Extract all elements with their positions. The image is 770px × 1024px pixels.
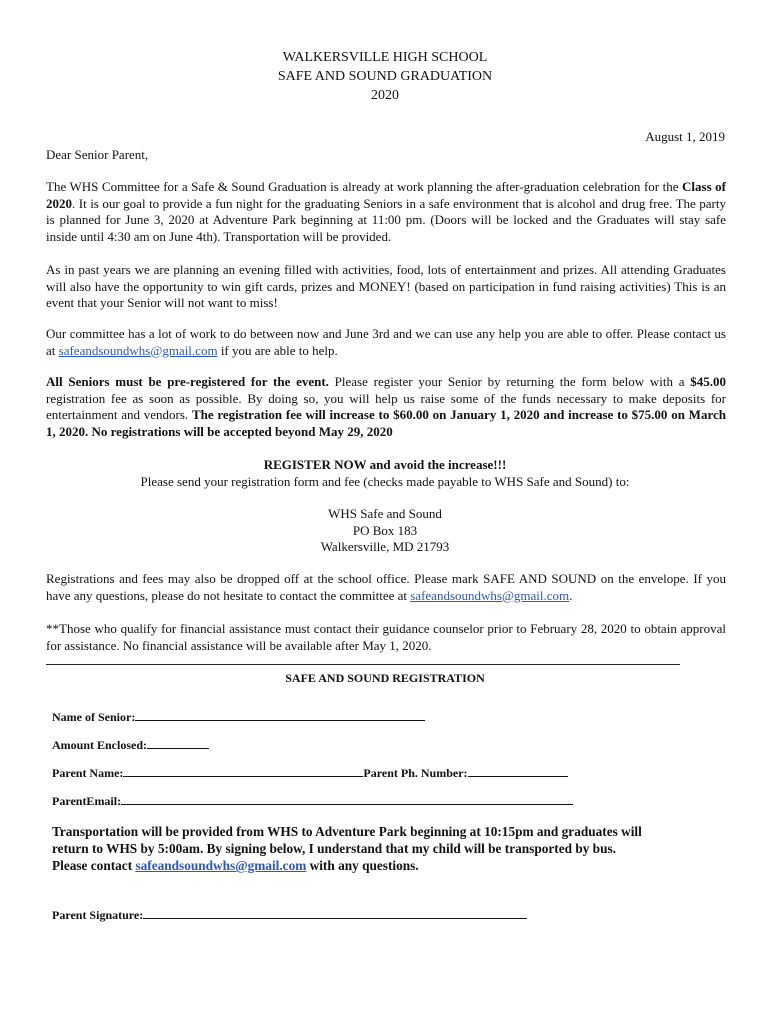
email-link-transport[interactable]: safeandsoundwhs@gmail.com <box>135 858 307 873</box>
event-name: SAFE AND SOUND GRADUATION <box>277 69 493 84</box>
parent-signature-blank[interactable] <box>143 907 527 919</box>
parent-name-label: Parent Name: <box>52 766 124 780</box>
transport-text-2: with any questions. <box>306 858 419 873</box>
intro-text-1: The WHS Committee for a Safe & Sound Graduation is already at work planning the after-graduation celebration for the <box>46 179 683 194</box>
amount-enclosed-blank[interactable] <box>147 737 209 749</box>
paragraph-dropoff <box>46 571 726 604</box>
school-name: WALKERSVILLE HIGH SCHOOL <box>282 50 488 65</box>
parent-email-field <box>52 793 573 809</box>
dropoff-text-2: . <box>569 587 573 603</box>
paragraph-financial-assistance: **Those who qualify for financial assistance must contact their guidance counselor prior to February 28, 2020 to obtain approval for assistance. No financial assistance will be available after May 1, 2020. <box>46 621 726 653</box>
committee-text-2: if you are able to help. <box>217 342 338 358</box>
intro-text-2: . It is our goal to provide a fun night for the graduating Seniors in a safe environment that is alcohol and drug free. The party is planned for June 3, 2020 at Adventure Park beginning at 11:00 pm. (Doors will be locked and the Graduates will stay safe inside until 4:30 am on June 4th). Transportation will be provided. <box>46 195 726 244</box>
event-year: 2020 <box>371 88 399 103</box>
amount-enclosed-label: Amount Enclosed: <box>52 738 148 752</box>
email-link-committee[interactable]: safeandsoundwhs@gmail.com <box>58 342 218 358</box>
register-now-block <box>0 457 770 490</box>
paragraph-registration <box>46 374 726 440</box>
transportation-notice <box>52 823 652 874</box>
parent-email-blank[interactable] <box>121 793 573 805</box>
address-line-3: Walkersville, MD 21793 <box>320 539 450 554</box>
parent-phone-label: Parent Ph. Number: <box>363 766 468 780</box>
preregister-notice: All Seniors must be pre-registered for the event. <box>46 374 329 389</box>
amount-enclosed-field <box>52 737 209 753</box>
send-form-instruction: Please send your registration form and fee (checks made payable to WHS Safe and Sound) to: <box>140 473 630 489</box>
fee-increase-notice: The registration fee will increase to $60.00 on January 1, 2020 and increase to $75.00 on March 1, 2020. No registrations will be accepted beyond May 29, 2020 <box>46 407 726 439</box>
email-link-questions[interactable]: safeandsoundwhs@gmail.com <box>410 587 570 603</box>
parent-name-field <box>52 765 568 781</box>
class-of-2020: Class of 2020 <box>46 179 726 211</box>
committee-text-1: Our committee has a lot of work to do between now and June 3rd and we can use any help you are able to offer. Please contact us at <box>46 326 726 358</box>
paragraph-intro <box>46 179 726 245</box>
letter-heading <box>0 48 770 105</box>
parent-phone-blank[interactable] <box>468 765 568 777</box>
parent-email-label: ParentEmail: <box>52 794 122 808</box>
paragraph-activities: As in past years we are planning an evening filled with activities, food, lots of entertainment and prizes. All attending Graduates will also have the opportunity to win gift cards, prizes and MONEY! (based on participation in fund raising activities) This is an event that your Senior will not want to miss! <box>46 262 726 310</box>
mailing-address <box>0 506 770 556</box>
register-now-heading: REGISTER NOW and avoid the increase!!! <box>263 457 507 472</box>
greeting: Dear Senior Parent, <box>46 147 149 162</box>
transport-text-1: Transportation will be provided from WHS to Adventure Park beginning at 10:15pm and graduates will return to WHS by 5:00am. By signing below, I understand that my child will be transported by bus. Please contact <box>52 824 642 873</box>
senior-name-label: Name of Senior: <box>52 710 136 724</box>
parent-signature-field <box>52 907 527 923</box>
registration-text-2: registration fee as soon as possible. By doing so, you will help us raise some of the funds necessary to make deposits for entertainment and vendors. <box>46 390 726 422</box>
paragraph-committee <box>46 326 726 359</box>
form-title: SAFE AND SOUND REGISTRATION <box>285 671 485 685</box>
fee-amount: $45.00 <box>690 374 726 389</box>
registration-text-1: Please register your Senior by returning the form below with a <box>328 374 691 389</box>
dropoff-text-1: Registrations and fees may also be dropped off at the school office. Please mark SAFE AND SOUND on the envelope. If you have any questions, please do not hesitate to contact the committee at <box>46 571 726 603</box>
address-line-1: WHS Safe and Sound <box>328 506 442 521</box>
address-line-2: PO Box 183 <box>352 522 418 538</box>
senior-name-blank[interactable] <box>135 709 425 721</box>
parent-name-blank[interactable] <box>123 765 363 777</box>
letter-date: August 1, 2019 <box>645 129 725 144</box>
senior-name-field <box>52 709 425 725</box>
form-divider <box>46 664 680 665</box>
parent-signature-label: Parent Signature: <box>52 908 144 922</box>
